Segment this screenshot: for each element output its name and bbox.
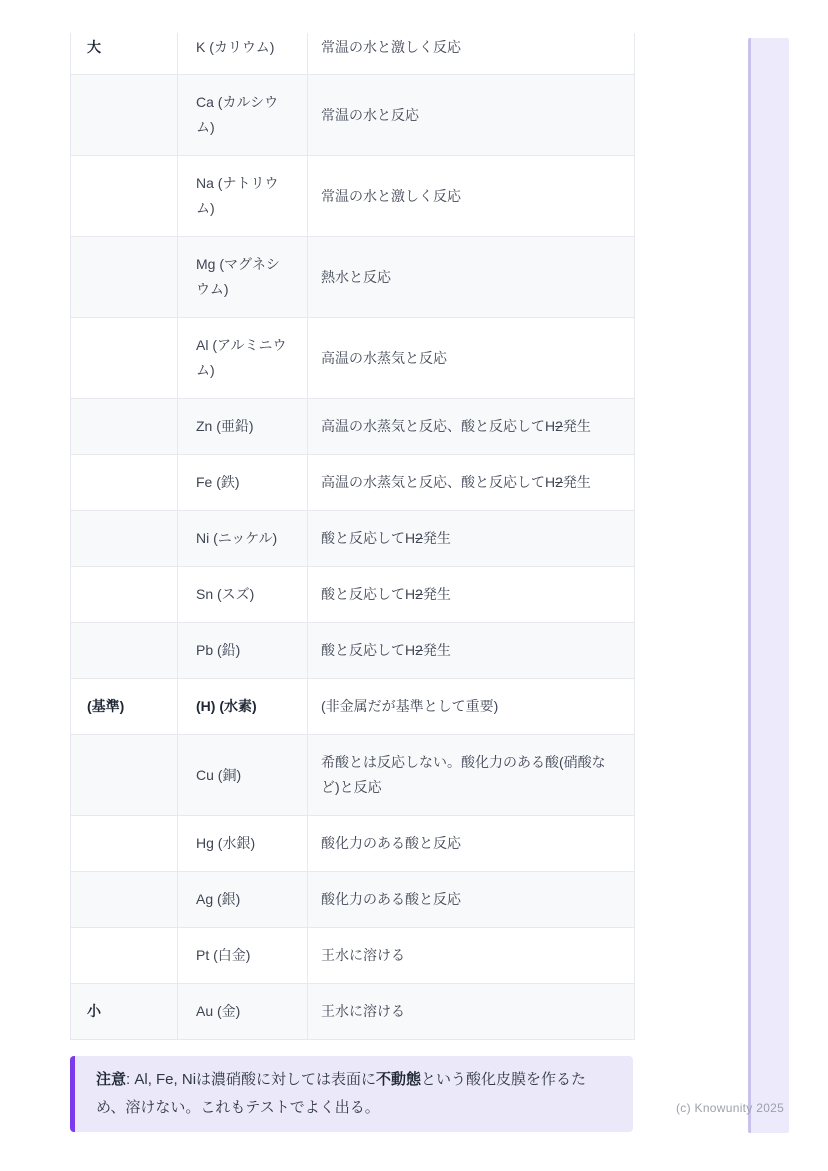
text-segment: 発生 bbox=[422, 642, 451, 658]
tendency-cell bbox=[71, 928, 178, 984]
text-segment: 王水に溶ける bbox=[321, 1003, 405, 1019]
table-row bbox=[71, 928, 635, 984]
reaction-cell bbox=[308, 399, 635, 455]
text-segment: (非金属だが基準として重要) bbox=[321, 698, 499, 714]
table-row bbox=[71, 567, 635, 623]
text-segment: 高温の水蒸気と反応 bbox=[321, 349, 447, 366]
table-row bbox=[71, 156, 635, 237]
reaction-cell bbox=[308, 455, 635, 511]
strikethrough-subscript: 2 bbox=[415, 586, 423, 602]
reaction-cell bbox=[308, 33, 635, 75]
tendency-cell bbox=[71, 816, 178, 872]
table-row bbox=[71, 816, 635, 872]
metal-cell: K (カリウム) bbox=[178, 33, 308, 75]
table-row bbox=[71, 237, 635, 318]
table-row bbox=[71, 75, 635, 156]
text-segment: 王水に溶ける bbox=[321, 947, 405, 963]
reaction-cell bbox=[308, 872, 635, 928]
bold-text-segment: 注意 bbox=[96, 1071, 127, 1088]
tendency-cell bbox=[71, 399, 178, 455]
reaction-cell bbox=[308, 237, 635, 318]
text-segment: 酸と反応してH bbox=[321, 530, 416, 546]
metal-cell: Ag (銀) bbox=[178, 872, 308, 928]
reaction-cell bbox=[308, 735, 635, 816]
reaction-cell bbox=[308, 75, 635, 156]
table-row bbox=[71, 872, 635, 928]
table-row bbox=[71, 455, 635, 511]
metal-cell: Zn (亜鉛) bbox=[178, 399, 308, 455]
strikethrough-subscript: 2 bbox=[415, 642, 423, 658]
strikethrough-subscript: 2 bbox=[415, 530, 423, 546]
tendency-cell bbox=[71, 735, 178, 816]
text-segment: 酸化力のある酸と反応 bbox=[321, 891, 461, 907]
tendency-cell: 大 bbox=[71, 33, 178, 75]
text-segment: 酸と反応してH bbox=[321, 642, 416, 658]
tendency-cell bbox=[71, 623, 178, 679]
text-segment: 希酸とは反応しない。酸化力のある酸(硝酸など)と反応 bbox=[321, 754, 606, 795]
reaction-cell bbox=[308, 511, 635, 567]
reaction-cell bbox=[308, 816, 635, 872]
text-segment: 高温の水蒸気と反応、酸と反応してH bbox=[321, 474, 556, 490]
tendency-cell bbox=[71, 511, 178, 567]
reaction-cell bbox=[308, 567, 635, 623]
metal-cell: Na (ナトリウム) bbox=[178, 156, 308, 237]
metal-cell: Cu (銅) bbox=[178, 735, 308, 816]
tendency-cell bbox=[71, 237, 178, 318]
metal-cell: Al (アルミニウム) bbox=[178, 318, 308, 399]
text-segment: 常温の水と激しく反応 bbox=[321, 187, 461, 204]
table-row bbox=[71, 318, 635, 399]
metal-cell: Ni (ニッケル) bbox=[178, 511, 308, 567]
page-edge-strip bbox=[748, 38, 789, 1133]
tendency-cell: (基準) bbox=[71, 679, 178, 735]
metal-cell: (H) (水素) bbox=[178, 679, 308, 735]
table-row bbox=[71, 679, 635, 735]
metal-cell: Sn (スズ) bbox=[178, 567, 308, 623]
reaction-cell bbox=[308, 984, 635, 1040]
note-text bbox=[96, 1066, 613, 1122]
table-row bbox=[71, 511, 635, 567]
reaction-cell bbox=[308, 318, 635, 399]
tendency-cell bbox=[71, 75, 178, 156]
table-row bbox=[71, 33, 635, 75]
reaction-cell bbox=[308, 156, 635, 237]
text-segment: 発生 bbox=[422, 586, 451, 602]
text-segment: 発生 bbox=[562, 418, 591, 434]
text-segment: 常温の水と激しく反応 bbox=[321, 39, 461, 55]
metal-reactivity-table bbox=[70, 33, 635, 1040]
tendency-cell bbox=[71, 318, 178, 399]
text-segment: 常温の水と反応 bbox=[321, 106, 419, 123]
bold-text-segment: 不動態 bbox=[376, 1071, 422, 1088]
table-row bbox=[71, 623, 635, 679]
table-row bbox=[71, 984, 635, 1040]
note-callout bbox=[70, 1056, 633, 1132]
text-segment: 発生 bbox=[562, 474, 591, 490]
tendency-cell bbox=[71, 872, 178, 928]
tendency-cell bbox=[71, 156, 178, 237]
reaction-cell bbox=[308, 623, 635, 679]
reaction-cell bbox=[308, 928, 635, 984]
metal-cell: Mg (マグネシウム) bbox=[178, 237, 308, 318]
metal-cell: Fe (鉄) bbox=[178, 455, 308, 511]
metal-cell: Ca (カルシウム) bbox=[178, 75, 308, 156]
text-segment: 高温の水蒸気と反応、酸と反応してH bbox=[321, 418, 556, 434]
metal-cell: Pb (鉛) bbox=[178, 623, 308, 679]
tendency-cell bbox=[71, 455, 178, 511]
strikethrough-subscript: 2 bbox=[555, 418, 563, 434]
text-segment: 発生 bbox=[422, 530, 451, 546]
strikethrough-subscript: 2 bbox=[555, 474, 563, 490]
tendency-cell bbox=[71, 567, 178, 623]
text-segment: 熱水と反応 bbox=[321, 268, 391, 285]
table-row bbox=[71, 399, 635, 455]
copyright-watermark: (c) Knowunity 2025 bbox=[676, 1101, 785, 1115]
metal-cell: Pt (白金) bbox=[178, 928, 308, 984]
text-segment: 酸と反応してH bbox=[321, 586, 416, 602]
text-segment: 酸化力のある酸と反応 bbox=[321, 835, 461, 851]
text-segment: : Al, Fe, Niは濃硝酸に対しては表面に bbox=[126, 1071, 377, 1088]
reaction-cell bbox=[308, 679, 635, 735]
table-body bbox=[71, 33, 635, 1040]
tendency-cell: 小 bbox=[71, 984, 178, 1040]
text-segment: という酸化皮膜を作るため、溶けない。これもテストでよく出る。 bbox=[96, 1071, 587, 1116]
metal-cell: Au (金) bbox=[178, 984, 308, 1040]
metal-cell: Hg (水銀) bbox=[178, 816, 308, 872]
table-row bbox=[71, 735, 635, 816]
